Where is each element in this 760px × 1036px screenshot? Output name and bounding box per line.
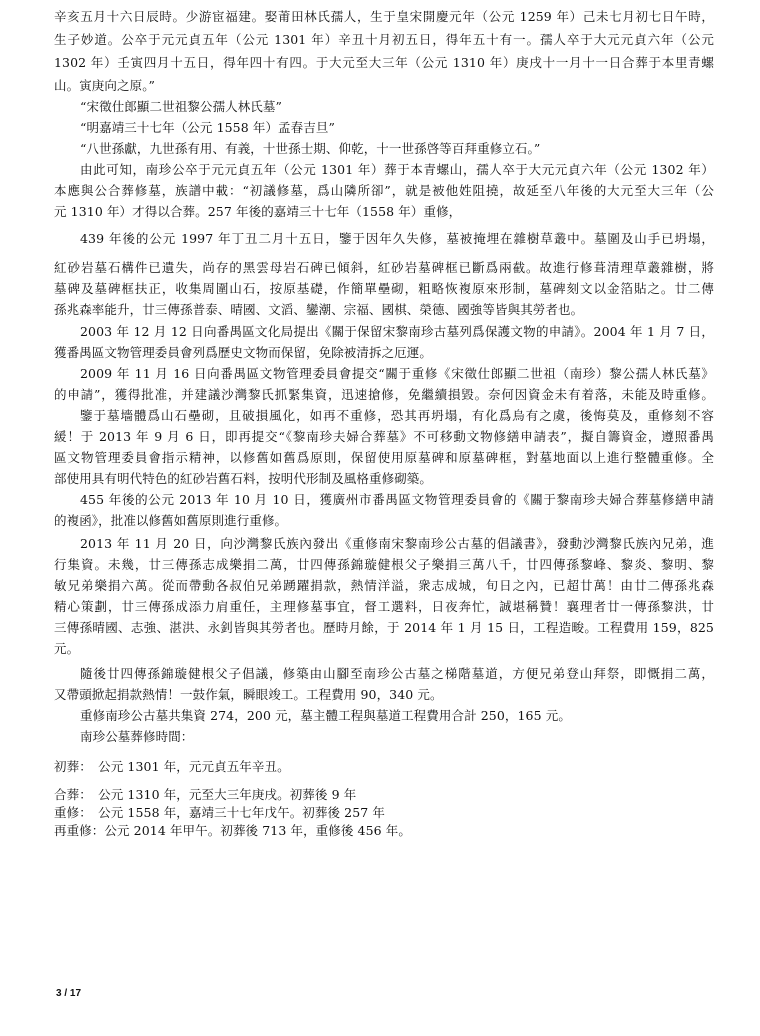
text-line: 由此可知，南珍公卒于元元貞五年（公元 1301 年）葬于本青螺山，孺人卒于大元元貞六年（公元 1302 年）: [80, 162, 714, 177]
text-line: 部使用具有明代特色的紅砂岩舊石料，按明代形制及風格重修砌築。: [54, 471, 433, 486]
page-number: 3 / 17: [56, 988, 82, 999]
text-line: 的申請”，獲得批准，并建議沙灣黎氏抓緊集資，迅速搶修，免繼續損毀。奈何因資金未有着落，未能及時重修。: [54, 387, 714, 402]
text-line: “八世孫獻，九世孫有用、有義，十世孫士期、仰乾，十一世孫啓等百拜重修立石。”: [80, 141, 541, 156]
text-line: 敏兄弟樂捐六萬。從而帶動各叔伯兄弟踴躍捐款，熱情洋溢，衆志成城，旬日之內，已超廿萬！由廿二傳孫兆森: [54, 578, 714, 593]
text-line: 生子妙道。公卒于元元貞五年（公元 1301 年）辛丑十月初五日，得年五十有一。孺人卒于大元元貞六年（公元: [54, 32, 714, 47]
text-line: 精心策劃，廿三傳孫成添力肩重任，主理修墓事宜，督工選料，日夜奔忙，誠堪稱贊！襄理者廿一傳孫黎洪，廿: [54, 599, 714, 614]
text-line: 439 年後的公元 1997 年丁丑二月十五日，鑒于因年久失修，墓被掩埋在雜樹草叢中。墓圍及山手已坍塌，: [80, 231, 714, 246]
text-line: 455 年後的公元 2013 年 10 月 10 日，獲廣州市番禺區文物管理委員會的《關于黎南珍夫婦合葬墓修繕申請: [80, 492, 714, 507]
text-line: 重修南珍公古墓共集資 274，200 元，墓主體工程與墓道工程費用合計 250，165 元。: [80, 708, 571, 723]
text-line: “明嘉靖三十七年（公元 1558 年）孟春吉旦”: [80, 120, 335, 135]
text-line: 墓碑及墓碑框扶正，收集周圍山石，按原基礎，作簡單壘砌，粗略恢複原來形制，墓碑刻文以金箔貼之。廿二傳: [54, 281, 714, 296]
text-line: 孫兆森率能升，廿三傳孫普泰、晴國、文滔、鑾潮、宗福、國棋、榮德、國強等皆與其勞者也。: [54, 302, 584, 317]
text-line: 三傳孫晴國、志強、湛洪、永釗皆與其勞者也。歷時月餘，于 2014 年 1 月 15 日，工程造畯。工程費用 159，825: [54, 620, 714, 635]
text-line: 本應與公合葬修墓，族譜中載：“初議修墓，爲山隣所卻”，就是被他姓阻撓，故延至八年後的大元至大三年（公: [54, 183, 714, 198]
text-line: 1302 年）壬寅四月十五日，得年四十有四。于大元至大三年（公元 1310 年）庚戌十一月十一日合葬于本里青螺: [54, 55, 714, 70]
text-line: 鑒于墓墻體爲山石壘砌，且破損風化，如再不重修，恐其再坍塌，有化爲烏有之虞，後悔莫及，重修刻不容: [80, 408, 714, 423]
text-line: 2009 年 11 月 16 日向番禺區文物管理委員會提交“關于重修《宋徵仕郎顯二世祖（南珍）黎公孺人林氏墓》: [80, 366, 714, 381]
text-line: 的複函》，批准以修舊如舊原則進行重修。: [54, 513, 288, 528]
text-line: 又帶頭掀起捐款熱情！一鼓作氣，瞬眼竣工。工程費用 90，340 元。: [54, 687, 443, 702]
text-line: 區文物管理委員會指示精神，以修舊如舊爲原則，保留使用原墓碑和原墓碑框，對墓地面以上進行整體重修。全: [54, 450, 714, 465]
text-line: 元 1310 年）才得以合葬。257 年後的嘉靖三十七年（1558 年）重修，: [54, 204, 462, 219]
text-line: 南珍公墓葬修時間：: [80, 729, 194, 744]
text-line: 再重修：公元 2014 年甲午。初葬後 713 年，重修後 456 年。: [54, 823, 411, 838]
text-line: 緩！于 2013 年 9 月 6 日，即再提交“《黎南珍夫婦合葬墓》不可移動文物修繕申請表”，擬自籌資金，遵照番禺: [54, 429, 714, 444]
text-line: 紅砂岩墓石構件已遺失，尚存的黑雲母岩石碑已傾斜，紅砂岩墓碑框已斷爲兩截。故進行修葺清理草叢雜樹，將: [54, 260, 714, 275]
text-line: 2013 年 11 月 20 日，向沙灣黎氏族內發出《重修南宋黎南珍公古墓的倡議書》，發動沙灣黎氏族內兄弟，進: [80, 536, 714, 551]
text-line: 隨後廿四傳孫錦璇健根父子倡議，修築由山腳至南珍公古墓之梯階墓道，方便兄弟登山拜祭，即慨捐二萬，: [80, 666, 714, 681]
text-line: 重修： 公元 1558 年，嘉靖三十七年戊午。初葬後 257 年: [54, 805, 386, 820]
text-line: 元。: [54, 641, 80, 656]
text-line: 初葬： 公元 1301 年，元元貞五年辛丑。: [54, 759, 290, 774]
text-line: 辛亥五月十六日辰時。少游宦福建。娶莆田林氏孺人，生于皇宋開慶元年（公元 1259 年）己未七月初七日午時，: [54, 9, 714, 24]
text-line: 合葬： 公元 1310 年，元至大三年庚戌。初葬後 9 年: [54, 787, 357, 802]
text-line: 2003 年 12 月 12 日向番禺區文化局提出《關于保留宋黎南珍古墓列爲保護文物的申請》。2004 年 1 月 7 日，: [80, 324, 714, 339]
text-line: 獲番禺區文物管理委員會列爲歷史文物而保留，免除被清拆之厄運。: [54, 345, 433, 360]
text-line: 行集資。未幾，廿三傳孫志成樂捐二萬，廿四傳孫錦璇健根父子樂捐三萬八千，廿四傳孫黎峰、黎炎、黎明、黎: [54, 557, 714, 572]
text-line: 山。寅庚向之原。”: [54, 78, 156, 93]
text-line: “宋徵仕郎顯二世祖黎公孺人林氏墓”: [80, 99, 282, 114]
